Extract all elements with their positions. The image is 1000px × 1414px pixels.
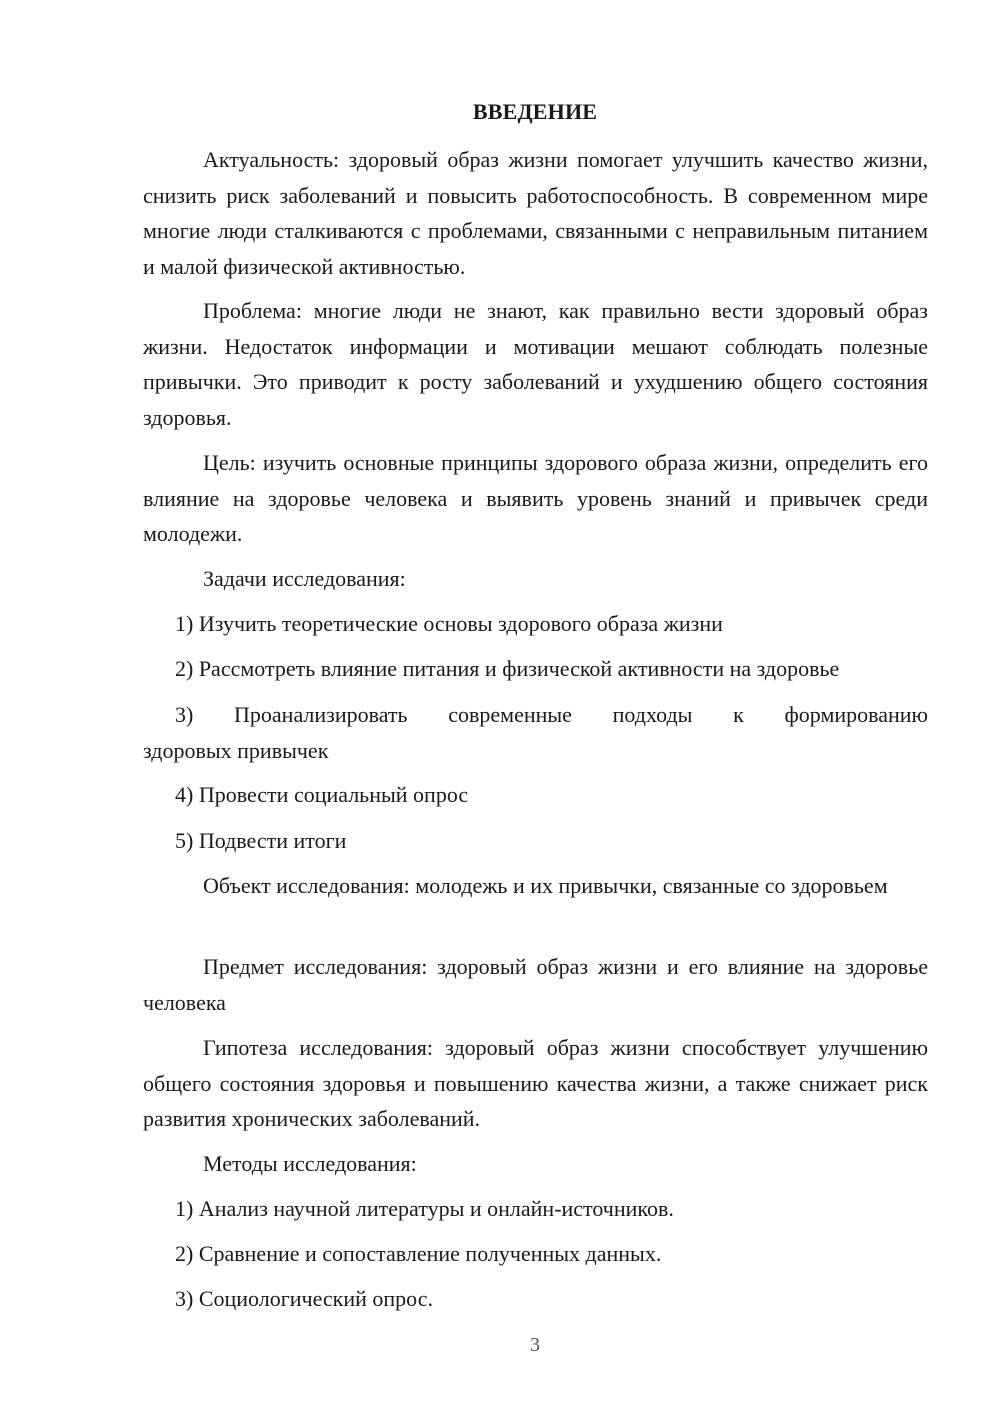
goal-paragraph: Цель: изучить основные принципы здорового образа жизни, определить его влияние на здоровье человека и выявить уровень знаний и привычек среди молодежи. — [143, 450, 928, 546]
method-item-1: 1) Анализ научной литературы и онлайн-источников. — [175, 1196, 674, 1221]
page-number: 3 — [530, 1334, 540, 1356]
task-item-3-line-2: здоровых привычек — [143, 737, 329, 763]
task-item-3 — [143, 697, 928, 768]
hypothesis-paragraph: Гипотеза исследования: здоровый образ жизни способствует улучшению общего состояния здоровья и повышению качества жизни, а также снижает риск развития хронических заболеваний. — [143, 1035, 928, 1131]
tasks-title: Задачи исследования: — [203, 566, 406, 591]
subject-paragraph: Предмет исследования: здоровый образ жизни и его влияние на здоровье человека — [143, 954, 928, 1015]
relevance-paragraph: Актуальность: здоровый образ жизни помогает улучшить качество жизни, снизить риск заболеваний и повысить работоспособность. В современном мире многие люди сталкиваются с проблемами, связанными с неправильным питанием и малой физической активностью. — [143, 147, 928, 279]
page-title: ВВЕДЕНИЕ — [472, 99, 598, 124]
task-item-5: 5) Подвести итоги — [175, 828, 347, 853]
method-item-2: 2) Сравнение и сопоставление полученных данных. — [175, 1241, 662, 1266]
object-paragraph: Объект исследования: молодежь и их привычки, связанные со здоровьем — [203, 873, 888, 898]
task-item-2: 2) Рассмотреть влияние питания и физической активности на здоровье — [175, 656, 840, 681]
method-item-3: 3) Социологический опрос. — [175, 1286, 433, 1311]
task-item-3-line-1: 3) Проанализировать современные подходы к формированию — [175, 702, 928, 727]
task-item-1: 1) Изучить теоретические основы здорового образа жизни — [175, 611, 723, 636]
problem-paragraph: Проблема: многие люди не знают, как правильно вести здоровый образ жизни. Недостаток информации и мотивации мешают соблюдать полезные привычки. Это приводит к росту заболеваний и ухудшению общего состояния здоровья. — [143, 298, 928, 430]
task-item-4: 4) Провести социальный опрос — [175, 782, 469, 807]
methods-title: Методы исследования: — [203, 1151, 417, 1176]
